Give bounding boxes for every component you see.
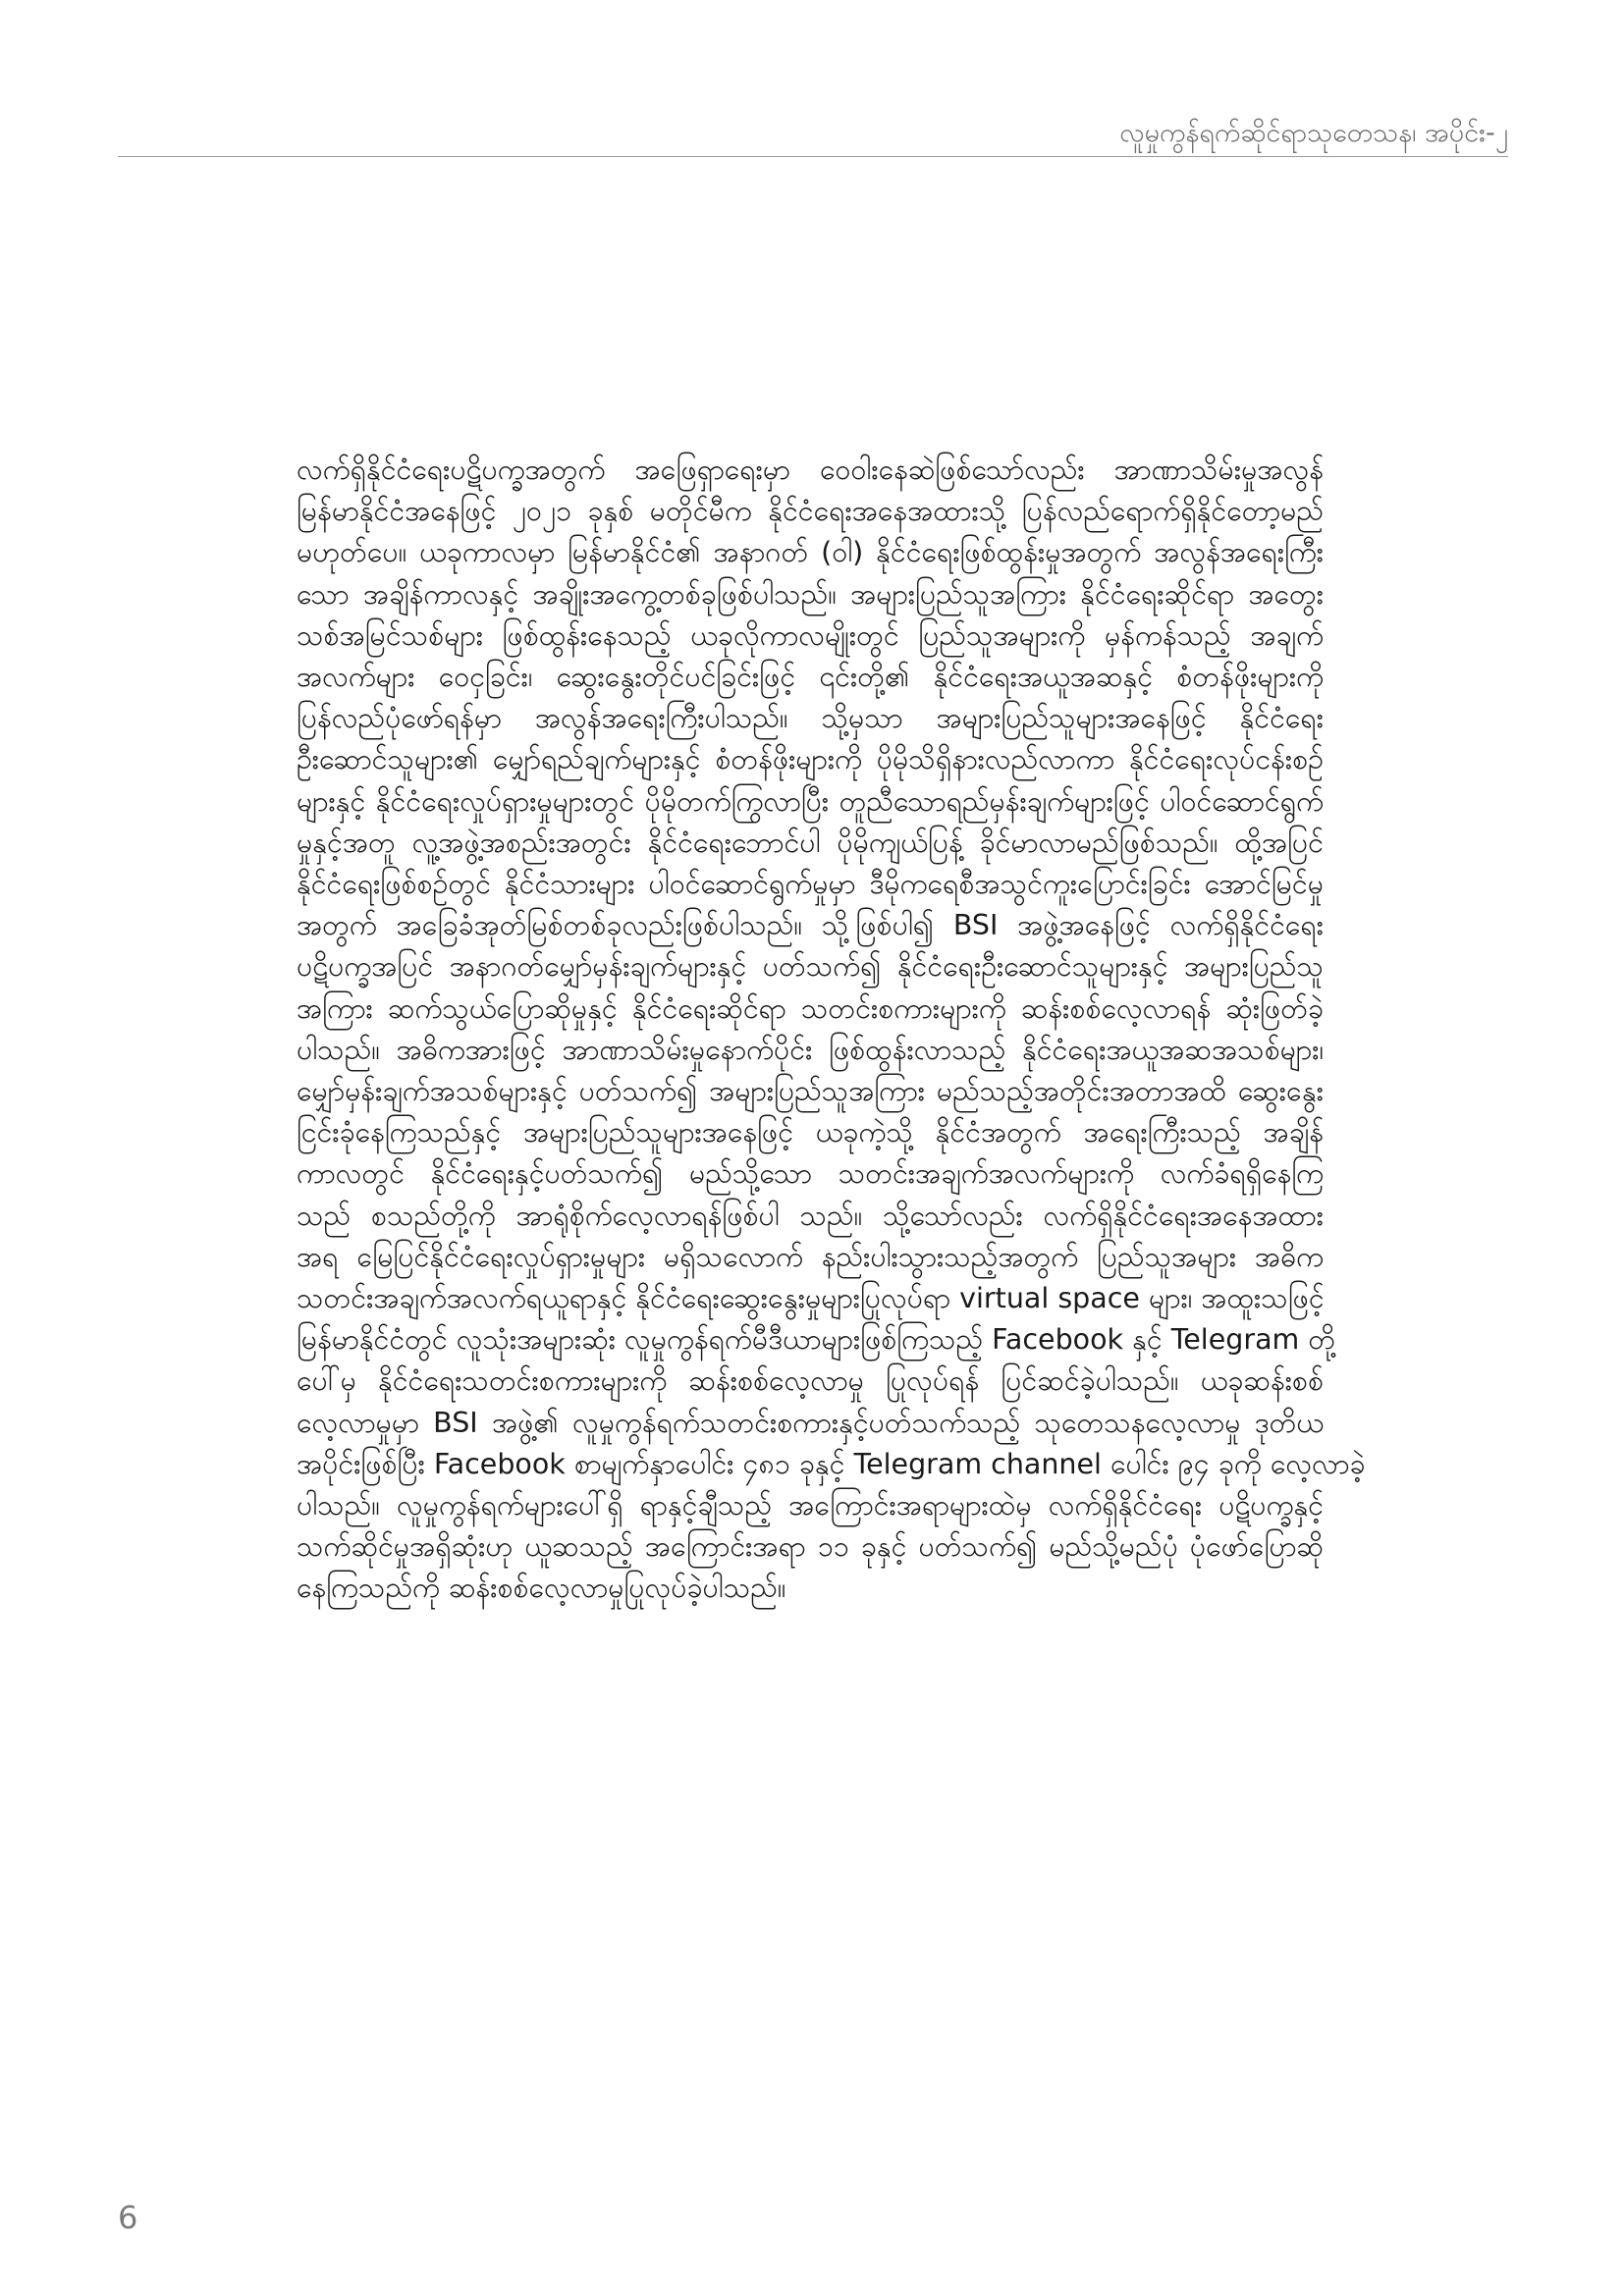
paragraph-line: ပြန်လည်ပုံဖော်ရန်မှာ အလွန်အရေးကြီးပါသည်။ သို့မှသာ အများပြည်သူများအနေဖြင့် နိုင်ငံရေး [297,702,1324,735]
paragraph-line: သစ်အမြင်သစ်များ ဖြစ်ထွန်းနေသည့် ယခုလိုကာလမျိုးတွင် ပြည်သူအများကို မှန်ကန်သည့် အချက် [297,618,1324,652]
paragraph-line: မဟုတ်ပေ။ ယခုကာလမှာ မြန်မာနိုင်ငံ၏ အနာဂတ် (ဝါ) နိုင်ငံရေးဖြစ်ထွန်းမှုအတွက် အလွန်အရေးကြီး [297,536,1324,569]
paragraph-line: မှုနှင့်အတူ လူ့အဖွဲ့အစည်းအတွင်း နိုင်ငံရေးဘောင်ပါ ပိုမိုကျယ်ပြန့် ခိုင်မာလာမည်ဖြစ်သည်။ ထို့အပြင် [297,826,1324,859]
paragraph-line: သတင်းအချက်အလက်ရယူရာနှင့် နိုင်ငံရေးဆွေးနွေးမှုများပြုလုပ်ရာ virtual space များ၊ အထူးသဖြင့် [297,1282,1325,1315]
paragraph-line: အရ မြေပြင်နိုင်ငံရေးလှုပ်ရှားမှုများ မရှိသလောက် နည်းပါးသွားသည့်အတွက် ပြည်သူအများ အဓိက [297,1240,1324,1273]
paragraph-line: သော အချိန်ကာလနှင့် အချိုးအကွေ့တစ်ခုဖြစ်ပါသည်။ အများပြည်သူအကြား နိုင်ငံရေးဆိုင်ရာ အတွေး [297,577,1324,611]
paragraph-line: အတွက် အခြေခံအုတ်မြစ်တစ်ခုလည်းဖြစ်ပါသည်။ သို့ဖြစ်ပါ၍ BSI အဖွဲ့အနေဖြင့် လက်ရှိနိုင်ငံရေး [297,909,1324,942]
header-divider [118,156,1508,157]
paragraph-line: နိုင်ငံရေးဖြစ်စဉ်တွင် နိုင်ငံသားများ ပါဝင်ဆောင်ရွက်မှုမှာ ဒီမိုကရေစီအသွင်ကူးပြောင်းခြင်း အောင်မြင်မှု [297,868,1324,901]
paragraph-line: ငြင်းခုံနေကြသည်နှင့် အများပြည်သူများအနေဖြင့် ယခုကဲ့သို့ နိုင်ငံအတွက် အရေးကြီးသည့် အချိန် [297,1116,1324,1149]
paragraph-line: သက်ဆိုင်မှုအရှိဆုံးဟု ယူဆသည့် အကြောင်းအရာ ၁၁ ခုနှင့် ပတ်သက်၍ မည်သို့မည်ပုံ ပုံဖော်ပြောဆို [297,1530,1324,1564]
paragraph-line: ပေါ်မှ နိုင်ငံရေးသတင်းစကားများကို ဆန်းစစ်လေ့လာမှု ပြုလုပ်ရန် ပြင်ဆင်ခဲ့ပါသည်။ ယခုဆန်းစစ် [297,1364,1324,1398]
paragraph-line: မြန်မာနိုင်ငံတွင် လူသုံးအများဆုံး လူမှုကွန်ရက်မီဒီယာများဖြစ်ကြသည့် Facebook နှင့် Telegram တို့ [297,1323,1336,1357]
paragraph-line: လက်ရှိနိုင်ငံရေးပဋိပက္ခအတွက် အဖြေရှာရေးမှာ ဝေဝါးနေဆဲဖြစ်သော်လည်း အာဏာသိမ်းမှုအလွန် [297,454,1324,486]
paragraph-line: နေကြသည်ကို ဆန်းစစ်လေ့လာမှုပြုလုပ်ခဲ့ပါသည်။ [297,1572,786,1605]
paragraph-line: သည် စသည်တို့ကို အာရုံစိုက်လေ့လာရန်ဖြစ်ပါ သည်။ သို့သော်လည်း လက်ရှိနိုင်ငံရေးအနေအထား [297,1199,1324,1232]
paragraph-line: ပါသည်။ လူမှုကွန်ရက်များပေါ်ရှိ ရာနှင့်ချီသည့် အကြောင်းအရာများထဲမှ လက်ရှိနိုင်ငံရေး ပဋိပက္ခနှင့် [297,1489,1324,1522]
paragraph-line: ပါသည်။ အဓိကအားဖြင့် အာဏာသိမ်းမှုနောက်ပိုင်း ဖြစ်ထွန်းလာသည့် နိုင်ငံရေးအယူအဆအသစ်များ၊ [297,1033,1324,1066]
paragraph-line: လေ့လာမှုမှာ BSI အဖွဲ့၏ လူမှုကွန်ရက်သတင်းစကားနှင့်ပတ်သက်သည့် သုတေသနလေ့လာမှု ဒုတိယ [297,1406,1324,1439]
running-header: လူမှုကွန်ရက်ဆိုင်ရာသုတေသန၊ အပိုင်း-၂ [1119,118,1508,148]
paragraph-line: မျှော်မှန်းချက်အသစ်များနှင့် ပတ်သက်၍ အများပြည်သူအကြား မည်သည့်အတိုင်းအတာအထိ ဆွေးနွေး [297,1075,1324,1108]
paragraph-line: အပိုင်းဖြစ်ပြီး Facebook စာမျက်နှာပေါင်း ၄၈၁ ခုနှင့် Telegram channel ပေါင်း ၉၄ ခုကို လေ့လာခဲ့ [297,1447,1366,1480]
paragraph-line: ပဋိပက္ခအပြင် အနာဂတ်မျှော်မှန်းချက်များနှင့် ပတ်သက်၍ နိုင်ငံရေးဦးဆောင်သူများနှင့် အများပြည်သူ [297,950,1324,984]
paragraph-line: ကာလတွင် နိုင်ငံရေးနှင့်ပတ်သက်၍ မည်သို့သော သတင်းအချက်အလက်များကို လက်ခံရရှိနေကြ [297,1157,1324,1191]
body-paragraph [297,450,1366,1610]
page-number: 6 [118,2199,138,2236]
paragraph-line: များနှင့် နိုင်ငံရေးလှုပ်ရှားမှုများတွင် ပိုမိုတက်ကြွလာပြီး တူညီသောရည်မှန်းချက်များဖြင့် ပါဝင်ဆောင်ရွက် [297,784,1324,818]
paragraph-line: ဦးဆောင်သူများ၏ မျှော်ရည်ချက်များနှင့် စံတန်ဖိုးများကို ပိုမိုသိရှိနားလည်လာကာ နိုင်ငံရေးလုပ်ငန်းစဉ် [297,743,1324,776]
paragraph-line: မြန်မာနိုင်ငံအနေဖြင့် ၂၀၂၁ ခုနှစ် မတိုင်မီက နိုင်ငံရေးအနေအထားသို့ ပြန်လည်ရောက်ရှိနိုင်တော့မည် [297,495,1324,528]
paragraph-line: အကြား ဆက်သွယ်ပြောဆိုမှုနှင့် နိုင်ငံရေးဆိုင်ရာ သတင်းစကားများကို ဆန်းစစ်လေ့လာရန် ဆုံးဖြတ်ခဲ့ [297,991,1324,1025]
paragraph-line: အလက်များ ဝေငှခြင်း၊ ဆွေးနွေးတိုင်ပင်ခြင်းဖြင့် ၎င်းတို့၏ နိုင်ငံရေးအယူအဆနှင့် စံတန်ဖိုးများကို [297,661,1324,694]
